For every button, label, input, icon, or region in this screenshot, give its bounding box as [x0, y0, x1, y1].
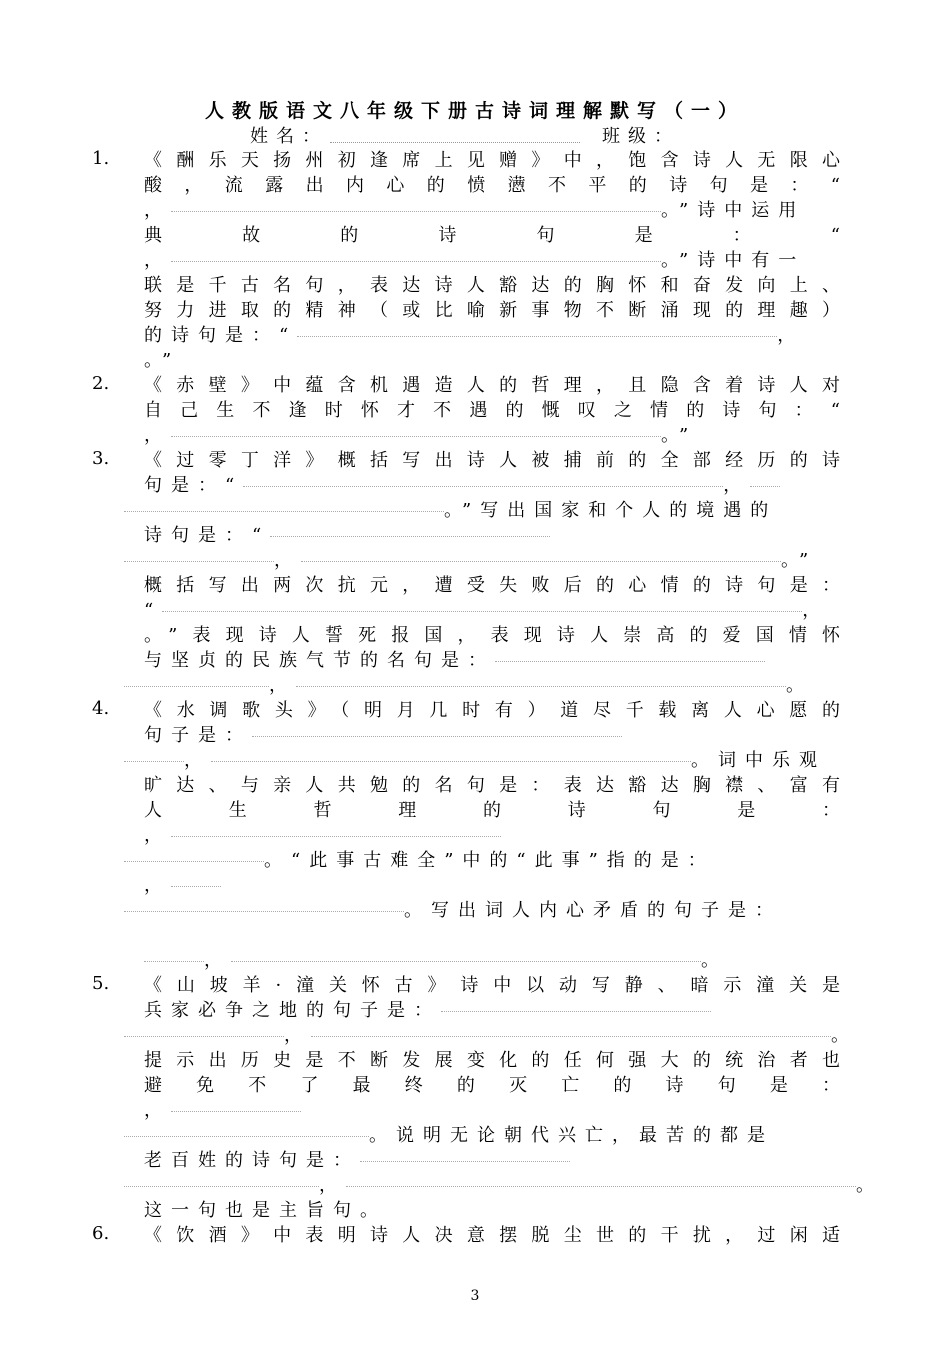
answer-blank[interactable]	[124, 1186, 319, 1187]
answer-blank[interactable]	[171, 211, 661, 212]
question-line: 句是：“ ，	[144, 473, 849, 498]
answer-blank[interactable]	[162, 611, 802, 612]
question-line: ， 。	[124, 1173, 849, 1198]
question-line: 旷达、与亲人共勉的名句是：表达豁达胸襟、富有	[144, 775, 849, 796]
question-line: 。说明无论朝代兴亡，最苦的都是	[124, 1123, 849, 1148]
answer-blank[interactable]	[346, 1186, 856, 1187]
question-line: 兵家必争之地的句子是：	[144, 998, 849, 1023]
question-line: ， 。”诗中有一	[144, 250, 806, 271]
question-line: 自己生不逢时怀才不遇的慨叹之情的诗句：“	[144, 400, 849, 421]
question-number: 2.	[92, 373, 110, 394]
question-line: 酸，流露出内心的愤懑不平的诗句是：“	[144, 175, 849, 196]
answer-blank[interactable]	[124, 761, 184, 762]
answer-blank[interactable]	[124, 1036, 284, 1037]
question-line: 《过零丁洋》概括写出诗人被捕前的全部经历的诗	[144, 450, 849, 471]
question-line: 。”写出国家和个人的境遇的	[124, 498, 849, 523]
question-line: 句子是：	[144, 723, 849, 748]
question-line: 的诗句是：“ ，	[144, 325, 805, 346]
question-number: 5.	[92, 973, 110, 994]
question-line: ， 。”	[124, 548, 849, 573]
question-line: 联是千古名句，表达诗人豁达的胸怀和奋发向上、	[144, 275, 849, 296]
answer-blank[interactable]	[124, 911, 404, 912]
question-line: 诗句是：“	[144, 523, 849, 548]
question-line: 。“此事古难全”中的“此事”指的是：	[124, 848, 849, 873]
answer-blank[interactable]	[171, 836, 501, 837]
question-line: 人生哲理的诗句是：	[144, 800, 849, 821]
answer-blank[interactable]	[360, 1161, 570, 1162]
question-number: 1.	[92, 148, 110, 169]
answer-blank[interactable]	[124, 511, 444, 512]
question-line: 《水调歌头》（明月几时有）道尽千载离人心愿的	[144, 700, 849, 721]
question-line: ， 。	[124, 673, 849, 698]
name-label: 姓名：	[250, 126, 328, 147]
page-number: 3	[470, 1288, 480, 1304]
answer-blank[interactable]	[243, 486, 723, 487]
question-line: 。”	[144, 350, 181, 371]
question-number: 6.	[92, 1223, 110, 1244]
question-line: 提示出历史是不断发展变化的任何强大的统治者也	[144, 1050, 849, 1071]
class-label: 班级：	[602, 126, 680, 147]
answer-blank[interactable]	[171, 436, 661, 437]
question-line: 。”表现诗人誓死报国，表现诗人崇高的爱国情怀	[144, 625, 849, 646]
question-line: ，	[144, 1098, 849, 1123]
answer-blank[interactable]	[124, 861, 264, 862]
question-line: 概括写出两次抗元，遭受失败后的心情的诗句是：	[144, 575, 849, 596]
answer-blank[interactable]	[211, 761, 691, 762]
answer-blank[interactable]	[171, 1111, 301, 1112]
answer-blank[interactable]	[124, 561, 274, 562]
question-line: 《赤壁》中蕴含机遇造人的哲理，且隐含着诗人对	[144, 375, 849, 396]
answer-blank[interactable]	[231, 961, 701, 962]
answer-blank[interactable]	[495, 661, 765, 662]
question-line: 《酬乐天扬州初逢席上见赠》中，饱含诗人无限心	[144, 150, 849, 171]
question-line: ，	[144, 823, 849, 848]
question-line: 这一句也是主旨句。	[144, 1200, 387, 1221]
question-line: 与坚贞的民族气节的名句是：	[144, 648, 849, 673]
answer-blank[interactable]	[750, 486, 780, 487]
question-line: ， 。	[124, 1023, 849, 1048]
answer-blank[interactable]	[270, 536, 550, 537]
question-line: ， 。”诗中运用	[144, 200, 806, 221]
question-line: 老百姓的诗句是：	[144, 1148, 849, 1173]
question-line: ，	[144, 873, 849, 898]
question-line: ， 。词中乐观	[124, 748, 849, 773]
answer-blank[interactable]	[301, 561, 781, 562]
question-number: 4.	[92, 698, 110, 719]
student-info-row	[250, 122, 770, 148]
question-line: ， 。”	[144, 425, 698, 446]
answer-blank[interactable]	[144, 961, 204, 962]
question-line: “ ，	[144, 600, 830, 621]
answer-blank[interactable]	[297, 336, 777, 337]
name-input-blank[interactable]	[330, 142, 580, 143]
question-line: ， 。	[144, 948, 849, 973]
question-line: 努力进取的精神（或比喻新事物不断涌现的理趣）	[144, 300, 849, 321]
question-line: 。写出词人内心矛盾的句子是：	[124, 898, 849, 923]
answer-blank[interactable]	[252, 736, 622, 737]
answer-blank[interactable]	[124, 1136, 369, 1137]
answer-blank[interactable]	[311, 1036, 831, 1037]
answer-blank[interactable]	[441, 1011, 711, 1012]
page-title: 人教版语文八年级下册古诗词理解默写（一）	[204, 100, 745, 122]
answer-blank[interactable]	[124, 686, 269, 687]
question-line: 《饮酒》中表明诗人决意摆脱尘世的干扰，过闲适	[144, 1225, 849, 1246]
answer-blank[interactable]	[171, 261, 661, 262]
question-line: 《山坡羊·潼关怀古》诗中以动写静、暗示潼关是	[144, 975, 849, 996]
question-number: 3.	[92, 448, 110, 469]
question-line: 避免不了最终的灭亡的诗句是：	[144, 1075, 849, 1096]
answer-blank[interactable]	[171, 886, 221, 887]
spacer-line	[144, 923, 849, 948]
question-line: 典故的诗句是：“	[144, 225, 849, 246]
answer-blank[interactable]	[296, 686, 786, 687]
